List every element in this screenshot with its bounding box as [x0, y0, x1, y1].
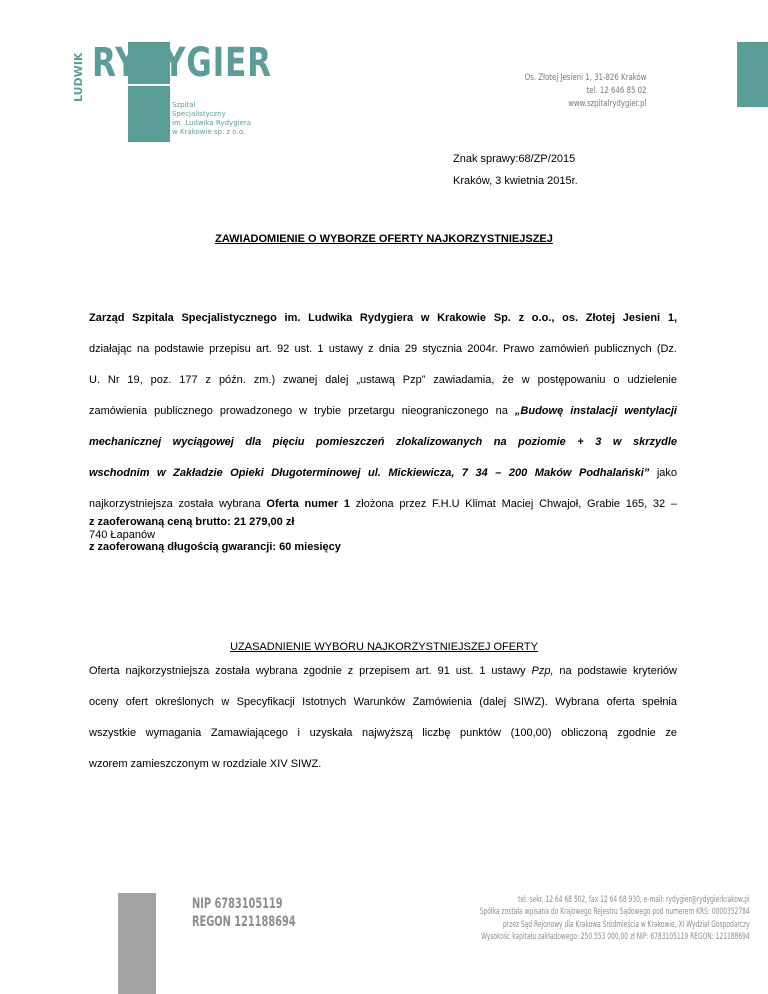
- notice-line: Zarząd Szpitala Specjalistycznego im. Ludwika Rydygiera w Krakowie Sp. z o.o., os. Złotej Jesieni 1,: [89, 312, 677, 324]
- header-accent-bar: [737, 42, 768, 107]
- notice-line: mechanicznej wyciągowej dla pięciu pomieszczeń zlokalizowanych na poziomie + 3 w skrzydle: [89, 436, 677, 448]
- notice-line: 740 Łapanów: [89, 529, 156, 541]
- document-title: ZAWIADOMIENIE O WYBORZE OFERTY NAJKORZYSTNIEJSZEJ: [215, 233, 553, 245]
- footer-ids: NIP 6783105119 REGON 121188694: [192, 896, 296, 930]
- notice-line: U. Nr 19, poz. 177 z późn. zm.) zwanej dalej „ustawą Pzp” zawiadamia, że w postępowaniu o udzielenie: [89, 374, 677, 386]
- case-number: Znak sprawy:68/ZP/2015: [453, 153, 576, 165]
- notice-line: wschodnim w Zakładzie Opieki Długoterminowej ul. Mickiewicza, 7 34 – 200 Maków Podhalański” jako: [89, 467, 677, 479]
- notice-line: najkorzystniejsza została wybrana Oferta numer 1 złożona przez F.H.U Klimat Maciej Chwajoł, Grabie 165, 32 –: [89, 498, 678, 510]
- offer-warranty: z zaoferowaną długością gwarancji: 60 miesięcy: [89, 541, 341, 553]
- justification-line: wszystkie wymagania Zamawiającego i uzyskała najwyższą liczbę punktów (100,00) obliczoną zgodnie ze: [89, 727, 677, 739]
- offer-price: z zaoferowaną ceną brutto: 21 279,00 zł: [89, 516, 295, 528]
- justification-line: oceny ofert określonych w Specyfikacji Istotnych Warunków Zamówienia (dalej SIWZ). Wybrana oferta spełnia: [89, 696, 677, 708]
- footer-gray-bar: [118, 893, 156, 994]
- notice-line: zamówienia publicznego prowadzonego w trybie przetargu nieograniczonego na „Budowę instalacji wentylacji: [89, 405, 677, 417]
- notice-paragraph: [89, 303, 677, 551]
- footer-company-info: tel. sekr. 12 64 68 502, fax 12 64 68 930, e-mail: rydygier@rydygierkrakow.pl Spółka została wpisana do Krajowego Rejestru Sądowego pod numerem KRS: 0000352784 przez Sąd Rejonowy dla Krakowa Śródmieścia w Krakowie, XI Wydział Gospodarczy Wysokość kapitału zakładowego: 250 553 000,00 zł NIP: 6783105119 REGON: 121188694: [480, 895, 750, 943]
- justification-line: wzorem zamieszczonym w rozdziale XIV SIWZ.: [89, 758, 322, 770]
- logo-square-bottom: [128, 86, 170, 142]
- header-address: Os. Złotej Jesieni 1, 31-826 Kraków tel. 12 646 85 02 www.szpitalrydygier.pl: [524, 73, 646, 109]
- logo-vertical-text: LUDWIK: [72, 52, 85, 102]
- logo-name: RYDYGIER: [92, 40, 272, 86]
- notice-line: działając na podstawie przepisu art. 92 ust. 1 ustawy z dnia 29 stycznia 2004r. Prawo zamówień publicznych (Dz.: [89, 343, 677, 355]
- justification-title: UZASADNIENIE WYBORU NAJKORZYSTNIEJSZEJ OFERTY: [230, 641, 538, 653]
- logo-subtitle: Szpital Specjalistyczny im. Ludwika Rydygiera w Krakowie sp. z o.o.: [172, 101, 252, 136]
- place-date: Kraków, 3 kwietnia 2015r.: [453, 175, 578, 187]
- justification-line: Oferta najkorzystniejsza została wybrana zgodnie z przepisem art. 91 ust. 1 ustawy Pzp, na podstawie kryteriów: [89, 665, 677, 677]
- justification-paragraph: [89, 656, 677, 780]
